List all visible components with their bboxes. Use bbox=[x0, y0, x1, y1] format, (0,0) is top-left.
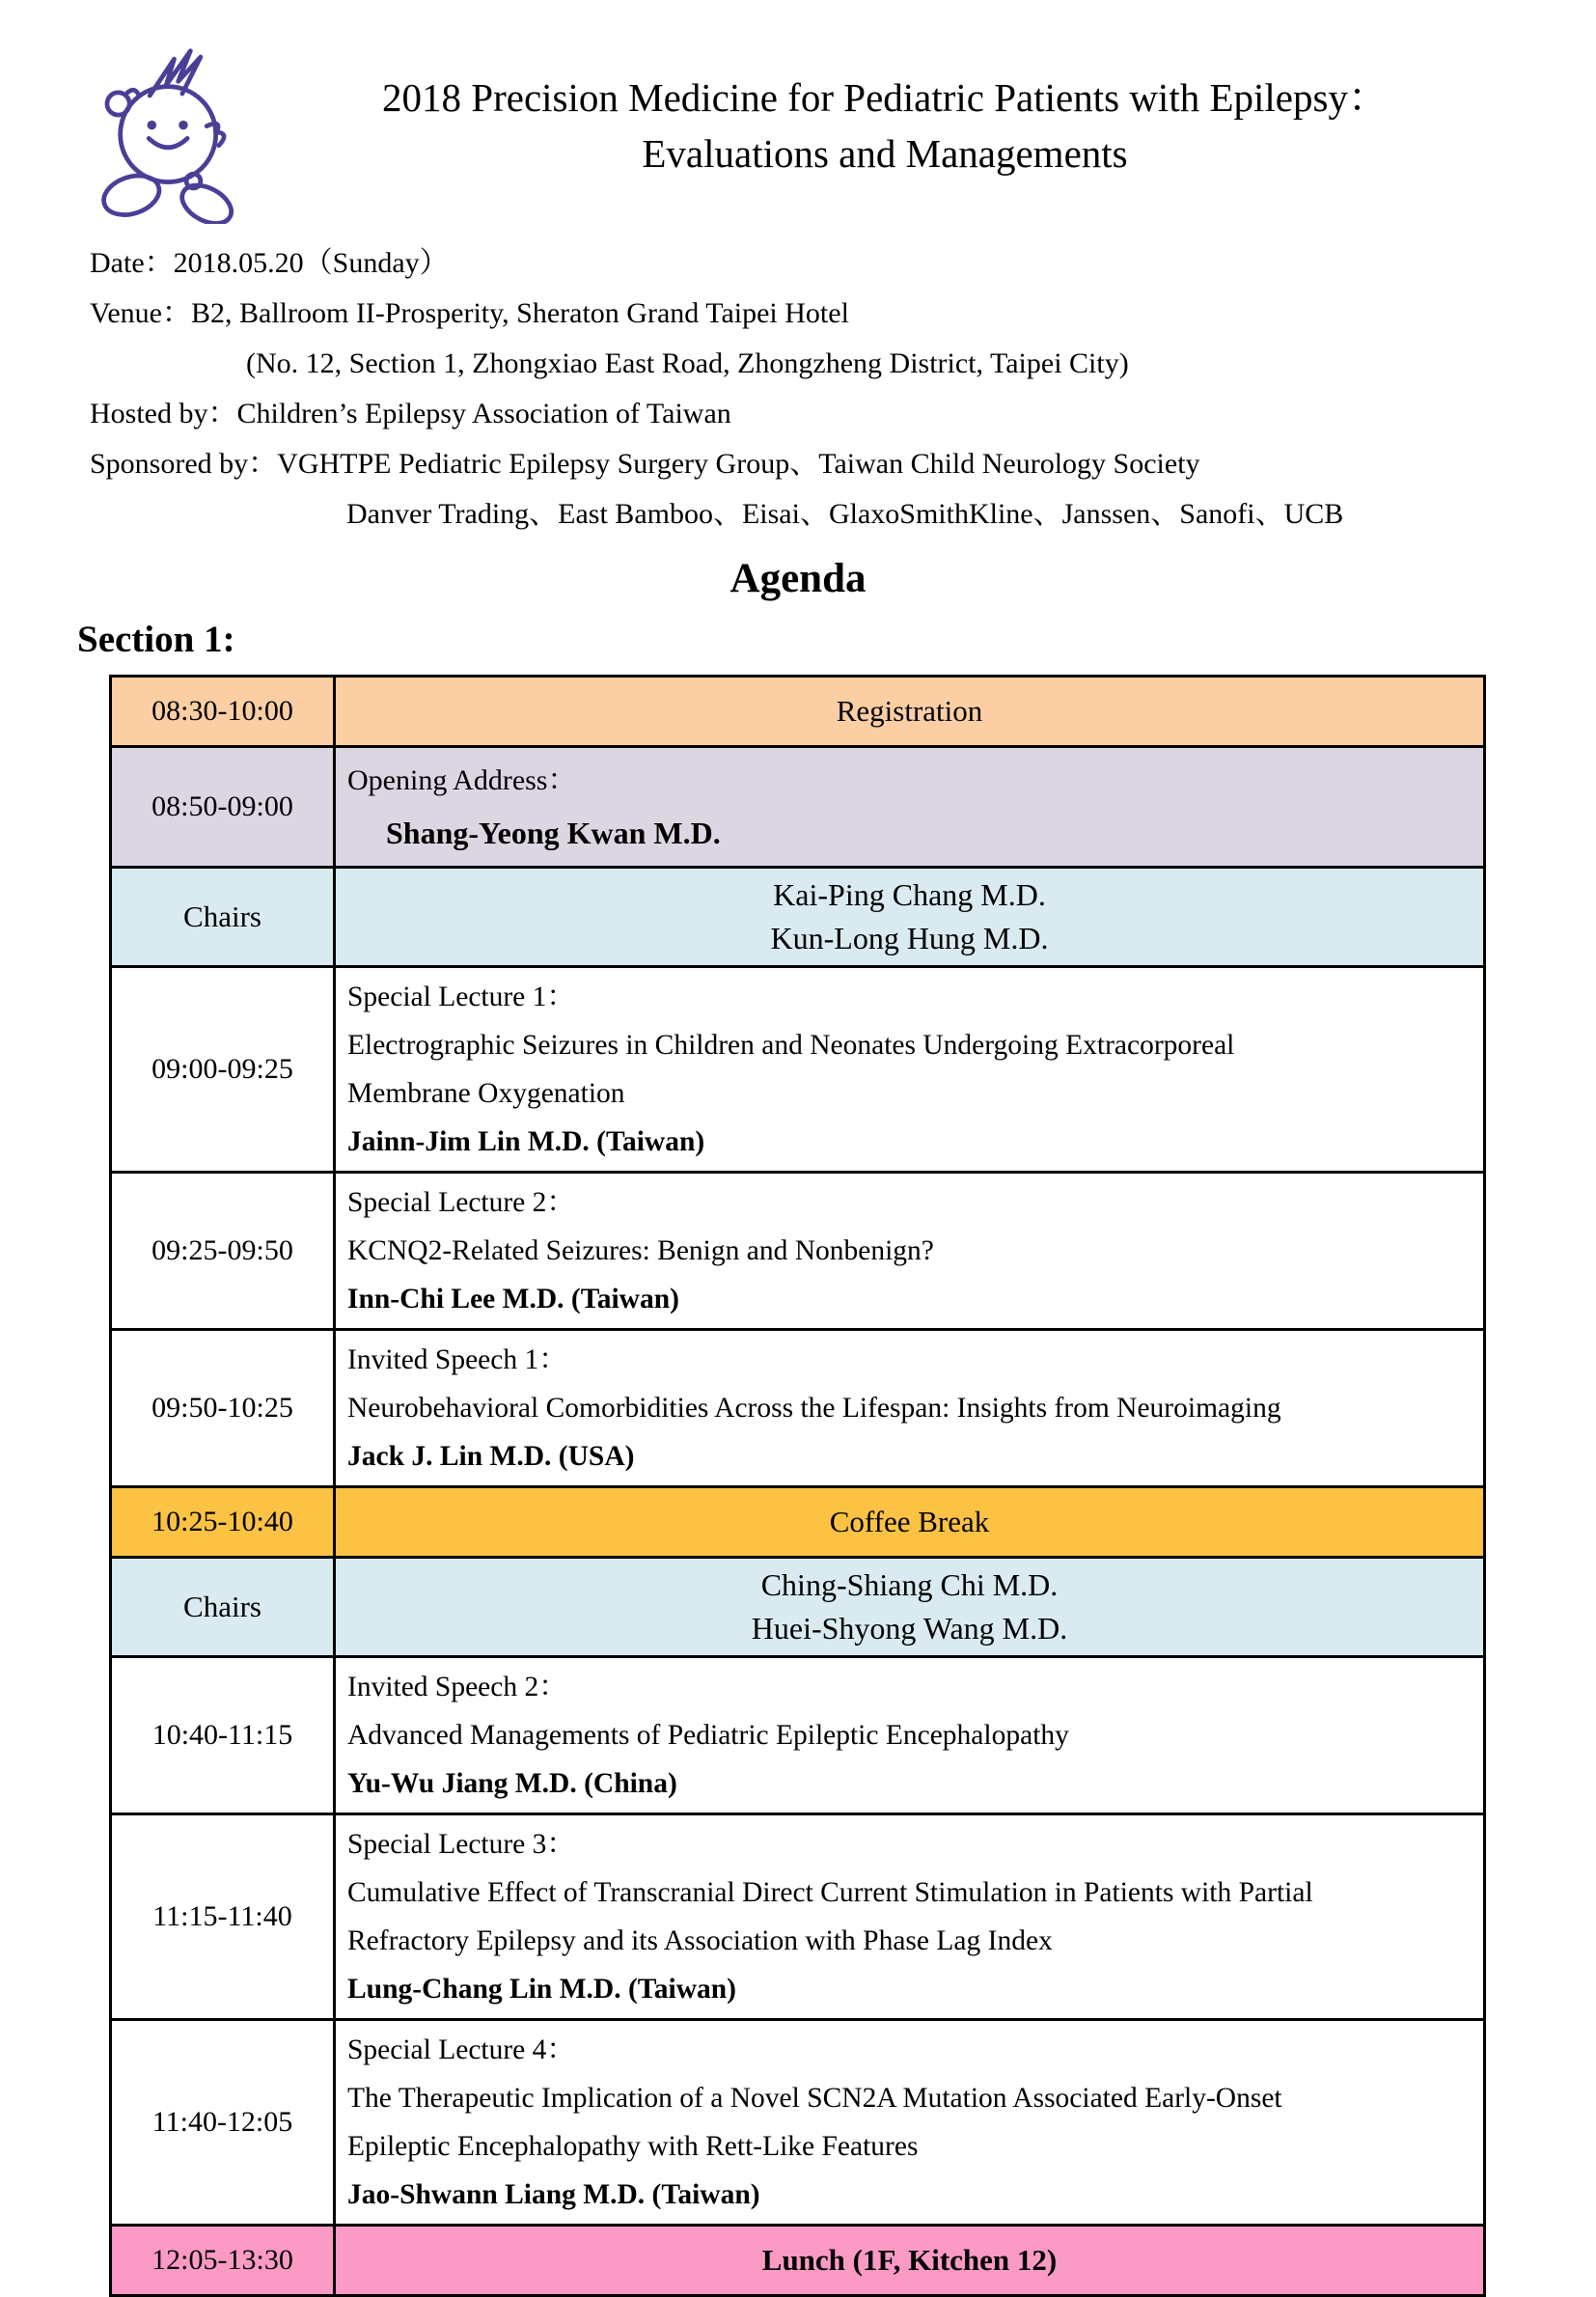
agenda-row bbox=[111, 2020, 1485, 2226]
time-cell: 09:25-09:50 bbox=[111, 1173, 335, 1330]
info-label: Venue： bbox=[90, 297, 191, 329]
info-line bbox=[90, 238, 1596, 289]
time-cell: 12:05-13:30 bbox=[111, 2226, 335, 2296]
document-header bbox=[0, 41, 1596, 229]
speaker-name: Yu-Wu Jiang M.D. (China) bbox=[347, 1768, 677, 1799]
info-label: Sponsored by： bbox=[90, 448, 278, 480]
info-text: Children’s Epilepsy Association of Taiwan bbox=[236, 398, 731, 429]
session-title-line: Epileptic Encephalopathy with Rett-Like Features bbox=[347, 2131, 919, 2162]
session-title-line: Electrographic Seizures in Children and Neonates Undergoing Extracorporeal bbox=[347, 1030, 1235, 1061]
agenda-table bbox=[109, 675, 1486, 2297]
session-heading: Special Lecture 1： bbox=[347, 982, 575, 1012]
event-info bbox=[90, 238, 1596, 540]
agenda-heading: Agenda bbox=[729, 556, 867, 601]
session-title-line: Cumulative Effect of Transcranial Direct Current Stimulation in Patients with Partial bbox=[347, 1877, 1313, 1908]
time-cell: 11:15-11:40 bbox=[111, 1814, 335, 2020]
epilepsy-kid-logo bbox=[89, 41, 241, 229]
agenda-row bbox=[111, 1173, 1485, 1330]
session-title-line: Refractory Epilepsy and its Association with Phase Lag Index bbox=[347, 1925, 1053, 1956]
opening-address-cell bbox=[335, 747, 1485, 868]
time-cell: 10:25-10:40 bbox=[111, 1487, 335, 1558]
agenda-row bbox=[111, 1657, 1485, 1814]
agenda-row bbox=[111, 1487, 1485, 1558]
session-heading: Special Lecture 2： bbox=[347, 1187, 575, 1218]
session-heading: Invited Speech 2： bbox=[347, 1672, 567, 1702]
speaker-name: Lung-Chang Lin M.D. (Taiwan) bbox=[347, 1974, 737, 2005]
speaker-name: Shang-Yeong Kwan M.D. bbox=[386, 816, 721, 850]
info-line bbox=[90, 489, 1596, 540]
info-line bbox=[90, 289, 1596, 339]
chair-name: Ching-Shiang Chi M.D. bbox=[760, 1567, 1059, 1602]
info-line bbox=[90, 339, 1596, 389]
epilepsy-kid-logo-drawing bbox=[89, 41, 241, 224]
chairs-names bbox=[335, 868, 1485, 967]
time-cell: 08:30-10:00 bbox=[111, 677, 335, 747]
chairs-label: Chairs bbox=[111, 1558, 335, 1657]
agenda-row bbox=[111, 1330, 1485, 1487]
session-title-line: Membrane Oxygenation bbox=[347, 1078, 625, 1109]
session-heading: Invited Speech 1： bbox=[347, 1344, 567, 1375]
session-banner: Coffee Break bbox=[335, 1487, 1485, 1558]
chairs-names bbox=[335, 1558, 1485, 1657]
info-label: Hosted by： bbox=[90, 398, 237, 429]
time-cell: 09:50-10:25 bbox=[111, 1330, 335, 1487]
document-title bbox=[241, 41, 1528, 229]
session-cell bbox=[335, 2020, 1485, 2226]
session-title-line: The Therapeutic Implication of a Novel SCN2A Mutation Associated Early-Onset bbox=[347, 2083, 1282, 2114]
chair-name: Kun-Long Hung M.D. bbox=[770, 921, 1049, 955]
session-cell bbox=[335, 1657, 1485, 1814]
title-line-1: 2018 Precision Medicine for Pediatric Patients with Epilepsy： bbox=[382, 75, 1388, 120]
time-cell: 11:40-12:05 bbox=[111, 2020, 335, 2226]
chair-name: Kai-Ping Chang M.D. bbox=[773, 877, 1046, 912]
session-banner: Lunch (1F, Kitchen 12) bbox=[335, 2226, 1485, 2296]
time-cell: 08:50-09:00 bbox=[111, 747, 335, 868]
session-heading: Special Lecture 4： bbox=[347, 2034, 575, 2065]
speaker-name: Inn-Chi Lee M.D. (Taiwan) bbox=[347, 1284, 679, 1315]
info-line bbox=[90, 389, 1596, 439]
agenda-row bbox=[111, 1814, 1485, 2020]
agenda-row bbox=[111, 967, 1485, 1173]
speaker-name: Jainn-Jim Lin M.D. (Taiwan) bbox=[347, 1126, 705, 1157]
info-text: Danver Trading、East Bamboo、Eisai、GlaxoSmithKline、Janssen、Sanofi、UCB bbox=[346, 498, 1344, 530]
info-text: (No. 12, Section 1, Zhongxiao East Road, Zhongzheng District, Taipei City) bbox=[246, 347, 1129, 379]
session-cell bbox=[335, 967, 1485, 1173]
chairs-label: Chairs bbox=[111, 868, 335, 967]
info-text: 2018.05.20（Sunday） bbox=[173, 247, 449, 279]
agenda-row bbox=[111, 747, 1485, 868]
session-heading: Special Lecture 3： bbox=[347, 1829, 575, 1860]
info-text: B2, Ballroom II-Prosperity, Sheraton Grand Taipei Hotel bbox=[190, 297, 849, 329]
session-heading: Opening Address： bbox=[347, 764, 577, 796]
session-title-line: Neurobehavioral Comorbidities Across the Lifespan: Insights from Neuroimaging bbox=[347, 1393, 1281, 1424]
speaker-name: Jao-Shwann Liang M.D. (Taiwan) bbox=[347, 2179, 760, 2210]
session-title-line: Advanced Managements of Pediatric Epileptic Encephalopathy bbox=[347, 1720, 1069, 1751]
info-label: Date： bbox=[90, 247, 174, 279]
time-cell: 10:40-11:15 bbox=[111, 1657, 335, 1814]
session-cell bbox=[335, 1814, 1485, 2020]
session-cell bbox=[335, 1173, 1485, 1330]
agenda-row bbox=[111, 677, 1485, 747]
chair-name: Huei-Shyong Wang M.D. bbox=[751, 1611, 1068, 1646]
speaker-name: Jack J. Lin M.D. (USA) bbox=[347, 1441, 635, 1472]
session-title-line: KCNQ2-Related Seizures: Benign and Nonbenign? bbox=[347, 1235, 934, 1266]
agenda-row bbox=[111, 868, 1485, 967]
title-line-2: Evaluations and Managements bbox=[642, 131, 1128, 177]
agenda-row bbox=[111, 1558, 1485, 1657]
session-banner: Registration bbox=[335, 677, 1485, 747]
info-line bbox=[90, 439, 1596, 489]
session-cell bbox=[335, 1330, 1485, 1487]
section-label: Section 1: bbox=[77, 619, 235, 660]
time-cell: 09:00-09:25 bbox=[111, 967, 335, 1173]
info-text: VGHTPE Pediatric Epilepsy Surgery Group、Taiwan Child Neurology Society bbox=[277, 448, 1200, 480]
agenda-row bbox=[111, 2226, 1485, 2296]
